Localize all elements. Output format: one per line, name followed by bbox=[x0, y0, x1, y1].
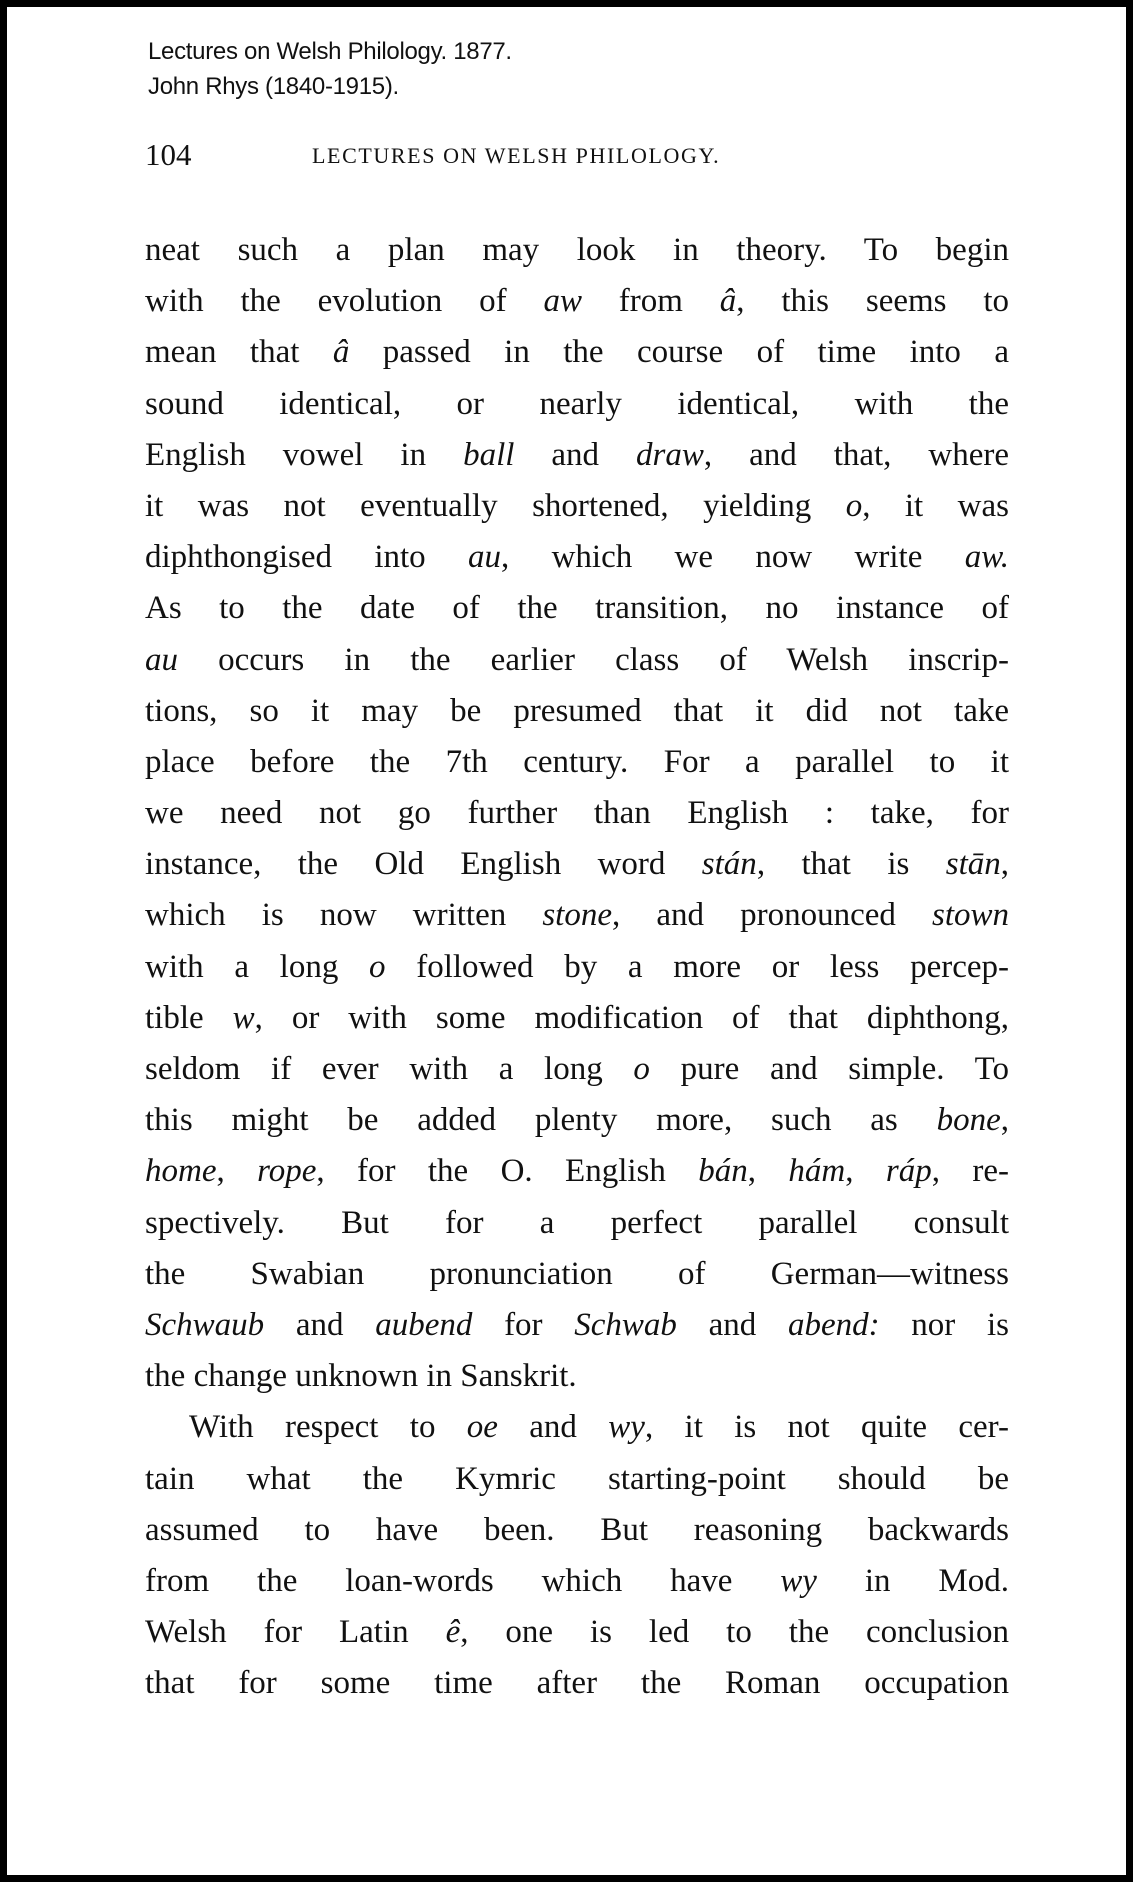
text-line bbox=[145, 1095, 1009, 1146]
text-segment: English vowel in bbox=[145, 436, 464, 473]
text-line bbox=[145, 1146, 1009, 1197]
text-line bbox=[145, 839, 1009, 890]
italic-term: w bbox=[232, 999, 255, 1036]
citation-title: Lectures on Welsh Philology. 1877. bbox=[148, 38, 512, 65]
text-line bbox=[145, 737, 1009, 788]
text-line bbox=[145, 1300, 1009, 1351]
text-segment: we need not go further than English : take, for bbox=[145, 795, 1009, 832]
italic-term: stān bbox=[945, 846, 1001, 883]
italic-term: rope bbox=[257, 1153, 317, 1190]
text-segment: pure and simple. To bbox=[649, 1051, 1009, 1087]
text-segment: , one is led to the conclusion bbox=[460, 1614, 1009, 1651]
text-segment: and bbox=[497, 1409, 609, 1446]
text-segment: that for some time after the Roman occupation bbox=[145, 1665, 1009, 1702]
text-line bbox=[145, 1249, 1009, 1300]
text-segment: tible bbox=[145, 999, 233, 1036]
italic-term: stown bbox=[931, 897, 1010, 934]
text-segment: assumed to have been. But reasoning backwards bbox=[145, 1511, 1009, 1548]
book-page bbox=[7, 7, 1126, 1875]
text-segment: with the evolution of bbox=[145, 283, 544, 320]
text-segment: , bbox=[216, 1153, 258, 1190]
text-line bbox=[145, 1556, 1009, 1607]
text-segment: , it is not quite cer- bbox=[644, 1409, 1009, 1446]
italic-term: wy bbox=[780, 1562, 817, 1599]
text-line bbox=[145, 1402, 1009, 1453]
running-title: LECTURES ON WELSH PHILOLOGY. bbox=[312, 143, 721, 168]
text-line bbox=[145, 225, 1009, 276]
text-segment: , and pronounced bbox=[612, 897, 932, 934]
text-segment: sound identical, or nearly identical, with the bbox=[145, 385, 1009, 422]
text-line bbox=[145, 327, 1009, 378]
text-segment: , and that, where bbox=[703, 436, 1010, 473]
text-segment: this might be added plenty more, such as bbox=[145, 1102, 937, 1139]
italic-term: ê bbox=[445, 1614, 461, 1651]
text-line bbox=[145, 993, 1009, 1044]
text-segment: occurs in the earlier class of Welsh inscrip- bbox=[178, 641, 1009, 678]
italic-term: aw. bbox=[964, 539, 1009, 576]
italic-term: aubend bbox=[375, 1306, 473, 1343]
text-segment: , for the O. English bbox=[316, 1153, 699, 1190]
text-segment: neat such a plan may look in theory. To begin bbox=[145, 232, 1009, 268]
italic-term: o bbox=[633, 1051, 650, 1087]
italic-term: au bbox=[145, 641, 178, 678]
italic-term: o bbox=[845, 487, 863, 524]
italic-term: Schwaub bbox=[145, 1306, 265, 1343]
text-segment: passed in the course of time into a bbox=[349, 334, 1009, 371]
italic-term: â bbox=[719, 283, 737, 320]
italic-term: Schwab bbox=[574, 1306, 677, 1343]
text-line bbox=[145, 430, 1009, 481]
text-segment: , that is bbox=[756, 846, 946, 883]
italic-term: draw bbox=[636, 436, 704, 473]
text-segment: which is now written bbox=[145, 897, 543, 934]
text-segment: , or with some modification of that diphthong, bbox=[254, 999, 1009, 1036]
text-line bbox=[145, 1454, 1009, 1505]
italic-term: ráp bbox=[885, 1153, 932, 1190]
text-segment: mean that bbox=[145, 334, 333, 371]
text-segment: Welsh for Latin bbox=[145, 1614, 446, 1651]
text-segment: seldom if ever with a long bbox=[145, 1051, 634, 1087]
italic-term: stone bbox=[542, 897, 613, 934]
text-line bbox=[145, 788, 1009, 839]
italic-term: oe bbox=[466, 1409, 498, 1446]
italic-term: au bbox=[468, 539, 501, 576]
page-number: 104 bbox=[145, 137, 192, 172]
text-segment: , bbox=[1000, 846, 1009, 883]
text-line bbox=[145, 1198, 1009, 1249]
body-text bbox=[145, 225, 1009, 1709]
italic-term: aw bbox=[543, 283, 582, 320]
text-segment: , it was bbox=[862, 487, 1009, 524]
text-line bbox=[145, 1044, 1009, 1095]
text-line bbox=[145, 1505, 1009, 1556]
text-segment: With respect to bbox=[189, 1409, 467, 1446]
italic-term: â bbox=[332, 334, 350, 371]
italic-term: ball bbox=[463, 436, 515, 473]
citation-author: John Rhys (1840-1915). bbox=[148, 73, 399, 100]
text-segment: , re- bbox=[931, 1153, 1010, 1190]
text-segment: , bbox=[747, 1153, 789, 1190]
text-segment: place before the 7th century. For a parallel to it bbox=[145, 743, 1009, 780]
text-line bbox=[145, 686, 1009, 737]
text-segment: it was not eventually shortened, yielding bbox=[145, 487, 846, 524]
text-segment: nor is bbox=[879, 1306, 1009, 1343]
italic-term: wy bbox=[608, 1409, 645, 1446]
text-line bbox=[145, 1658, 1009, 1709]
text-line bbox=[145, 890, 1009, 941]
text-line bbox=[145, 942, 1009, 993]
text-segment: diphthongised into bbox=[145, 539, 468, 576]
text-segment: in Mod. bbox=[816, 1562, 1009, 1599]
italic-term: hám bbox=[788, 1153, 846, 1190]
text-segment: the change unknown in Sanskrit. bbox=[145, 1358, 577, 1395]
italic-term: bán bbox=[698, 1153, 748, 1190]
text-line bbox=[145, 1607, 1009, 1658]
text-segment: from bbox=[581, 283, 720, 320]
text-segment: spectively. But for a perfect parallel consult bbox=[145, 1204, 1009, 1241]
text-segment: As to the date of the transition, no instance of bbox=[145, 590, 1009, 627]
text-line bbox=[145, 276, 1009, 327]
text-segment: with a long bbox=[145, 948, 370, 985]
text-segment: and bbox=[514, 436, 636, 473]
text-segment: and bbox=[264, 1306, 376, 1343]
text-line bbox=[145, 583, 1009, 634]
citation bbox=[148, 34, 512, 104]
italic-term: abend: bbox=[787, 1306, 880, 1343]
text-segment: , bbox=[1000, 1102, 1009, 1139]
italic-term: o bbox=[369, 948, 386, 985]
text-segment: , this seems to bbox=[736, 283, 1009, 320]
italic-term: home bbox=[145, 1153, 217, 1190]
text-segment: the Swabian pronunciation of German—witness bbox=[145, 1255, 1009, 1292]
text-line bbox=[145, 1351, 1009, 1402]
text-line bbox=[145, 532, 1009, 583]
text-segment: , bbox=[845, 1153, 886, 1190]
running-head bbox=[145, 137, 1005, 177]
italic-term: bone bbox=[936, 1102, 1001, 1139]
text-segment: tions, so it may be presumed that it did not take bbox=[145, 692, 1009, 729]
italic-term: stán bbox=[701, 846, 757, 883]
text-segment: instance, the Old English word bbox=[145, 846, 702, 883]
text-segment: from the loan-words which have bbox=[145, 1562, 781, 1599]
text-segment: followed by a more or less percep- bbox=[385, 948, 1010, 985]
text-segment: , which we now write bbox=[501, 539, 965, 576]
text-segment: for bbox=[472, 1306, 575, 1343]
text-line bbox=[145, 481, 1009, 532]
text-line bbox=[145, 379, 1009, 430]
text-segment: and bbox=[676, 1306, 788, 1343]
text-segment: tain what the Kymric starting-point should be bbox=[145, 1460, 1009, 1497]
text-line bbox=[145, 635, 1009, 686]
